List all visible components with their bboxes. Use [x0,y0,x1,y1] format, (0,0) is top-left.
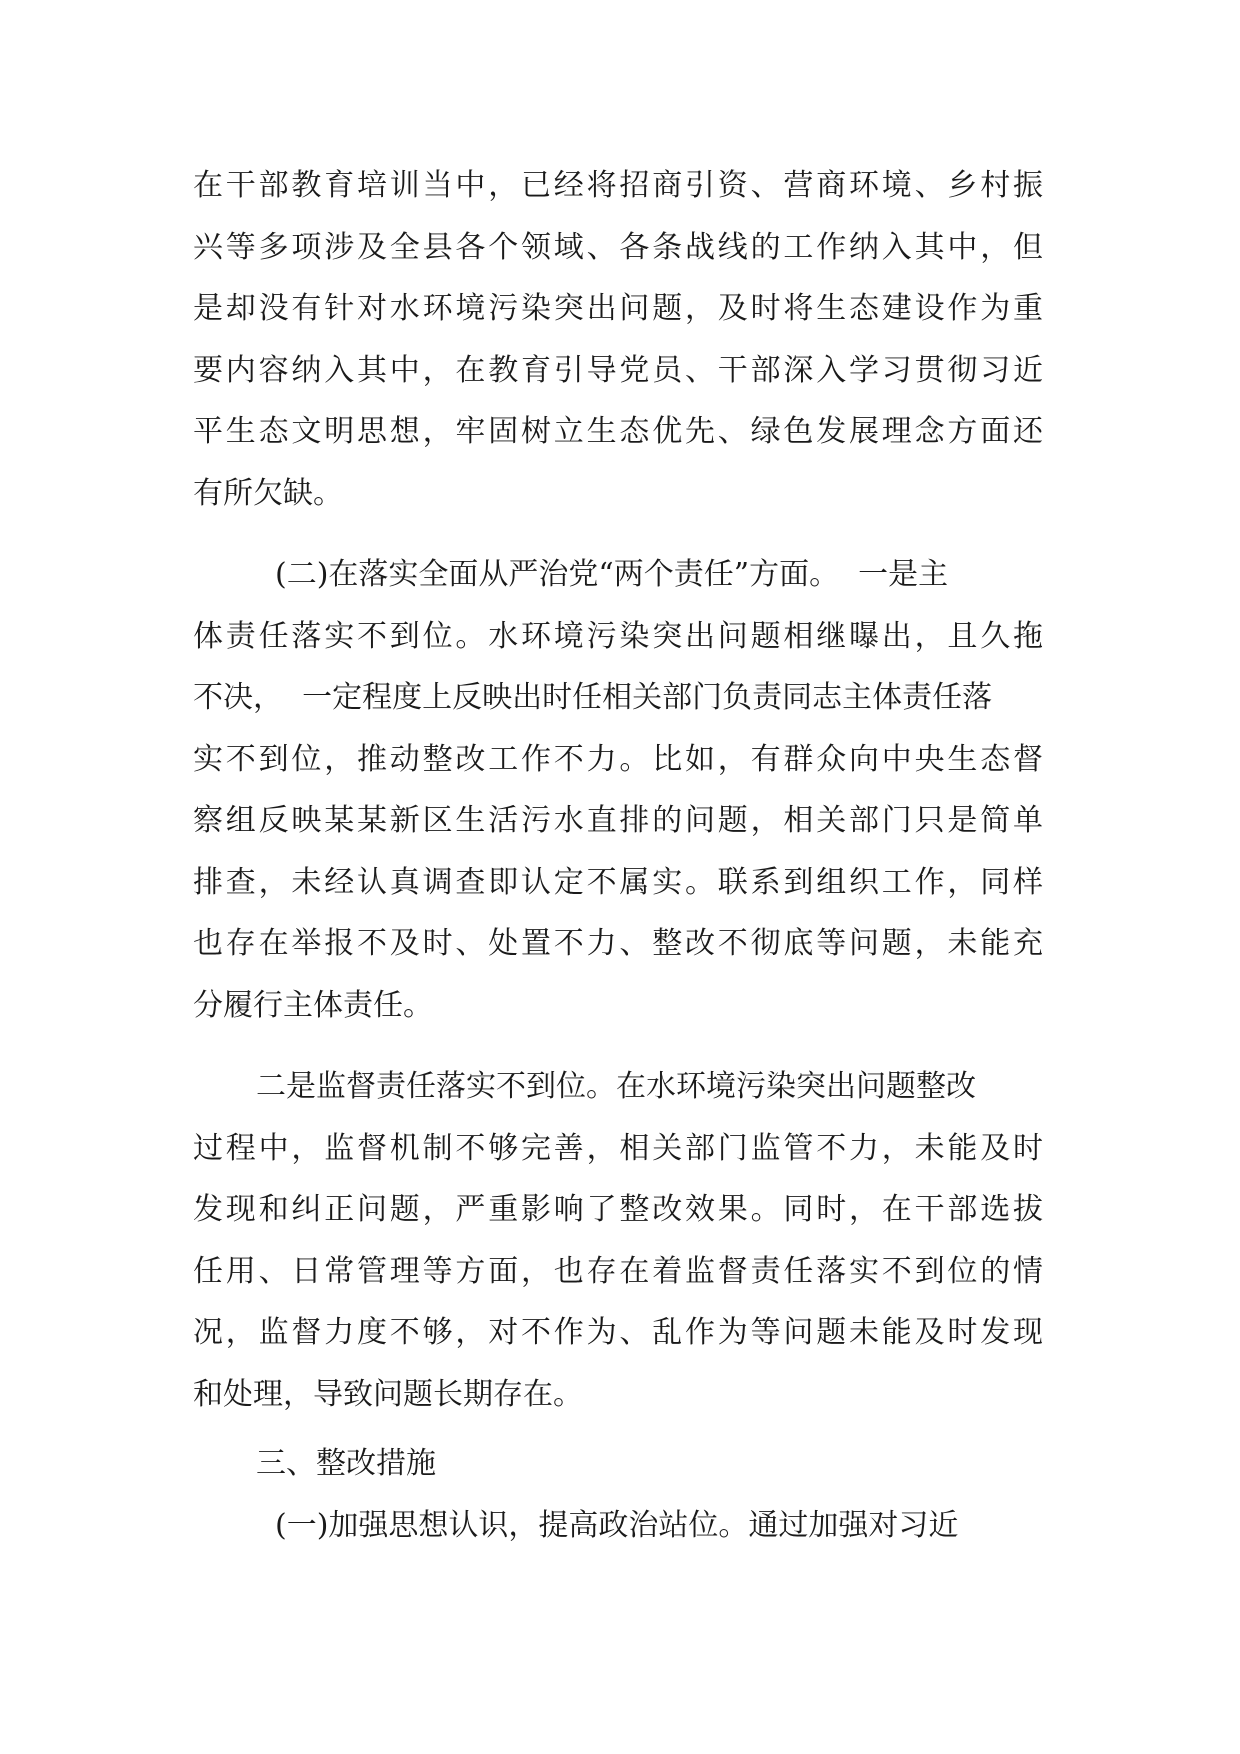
paragraph-cadre-training [193,155,1043,524]
paragraph-two-responsibilities [193,544,1043,1036]
text-line: 体责任落实不到位。水环境污染突出问题相继曝出，且久拖 [193,618,1043,654]
text-line: 平生态文明思想，牢固树立生态优先、绿色发展理念方面还 [193,414,1043,449]
text-line: 和处理，导致问题长期存在。 [193,1376,583,1412]
text-line: 也存在举报不及时、处置不力、整改不彻底等问题，未能充 [193,926,1043,961]
paragraph-gap [193,524,1043,544]
paragraph-ideological-awareness [193,1495,1043,1557]
text-line: 分履行主体责任。 [193,987,433,1023]
text-line: 要内容纳入其中，在教育引导党员、干部深入学习贯彻习近 [193,352,1043,388]
document-body [193,155,1043,1556]
text-line: 在干部教育培训当中，已经将招商引资、营商环境、乡村振 [193,168,1043,203]
text-line: 况，监督力度不够，对不作为、乱作为等问题未能及时发现 [193,1315,1043,1350]
section-heading-rectification-measures: 三、整改措施 [256,1446,436,1481]
paragraph-supervision-responsibility [193,1056,1043,1425]
text-line: 兴等多项涉及全县各个领域、各条战线的工作纳入其中，但 [193,229,1043,265]
text-line: 排查，未经认真调查即认定不属实。联系到组织工作，同样 [193,864,1043,900]
text-line: 发现和纠正问题，严重影响了整改效果。同时，在干部选拔 [193,1192,1043,1227]
text-line: 不决， 一定程度上反映出时任相关部门负责同志主体责任落 [193,680,993,715]
paragraph-gap [193,1425,1043,1433]
text-line: 察组反映某某新区生活污水直排的问题，相关部门只是简单 [193,803,1043,838]
text-line: (二)在落实全面从严治党“两个责任”方面。 一是主 [275,557,949,592]
text-line: (一)加强思想认识，提高政治站位。通过加强对习近 [275,1507,959,1543]
text-line: 有所欠缺。 [193,475,343,511]
text-line: 实不到位，推动整改工作不力。比如，有群众向中央生态督 [193,741,1043,777]
text-line: 过程中，监督机制不够完善，相关部门监管不力，未能及时 [193,1130,1043,1166]
text-line: 是却没有针对水环境污染突出问题，及时将生态建设作为重 [193,291,1043,326]
text-line: 二是监督责任落实不到位。在水环境污染突出问题整改 [256,1069,976,1104]
paragraph-gap [193,1036,1043,1056]
text-line: 任用、日常管理等方面，也存在着监督责任落实不到位的情 [193,1253,1043,1289]
